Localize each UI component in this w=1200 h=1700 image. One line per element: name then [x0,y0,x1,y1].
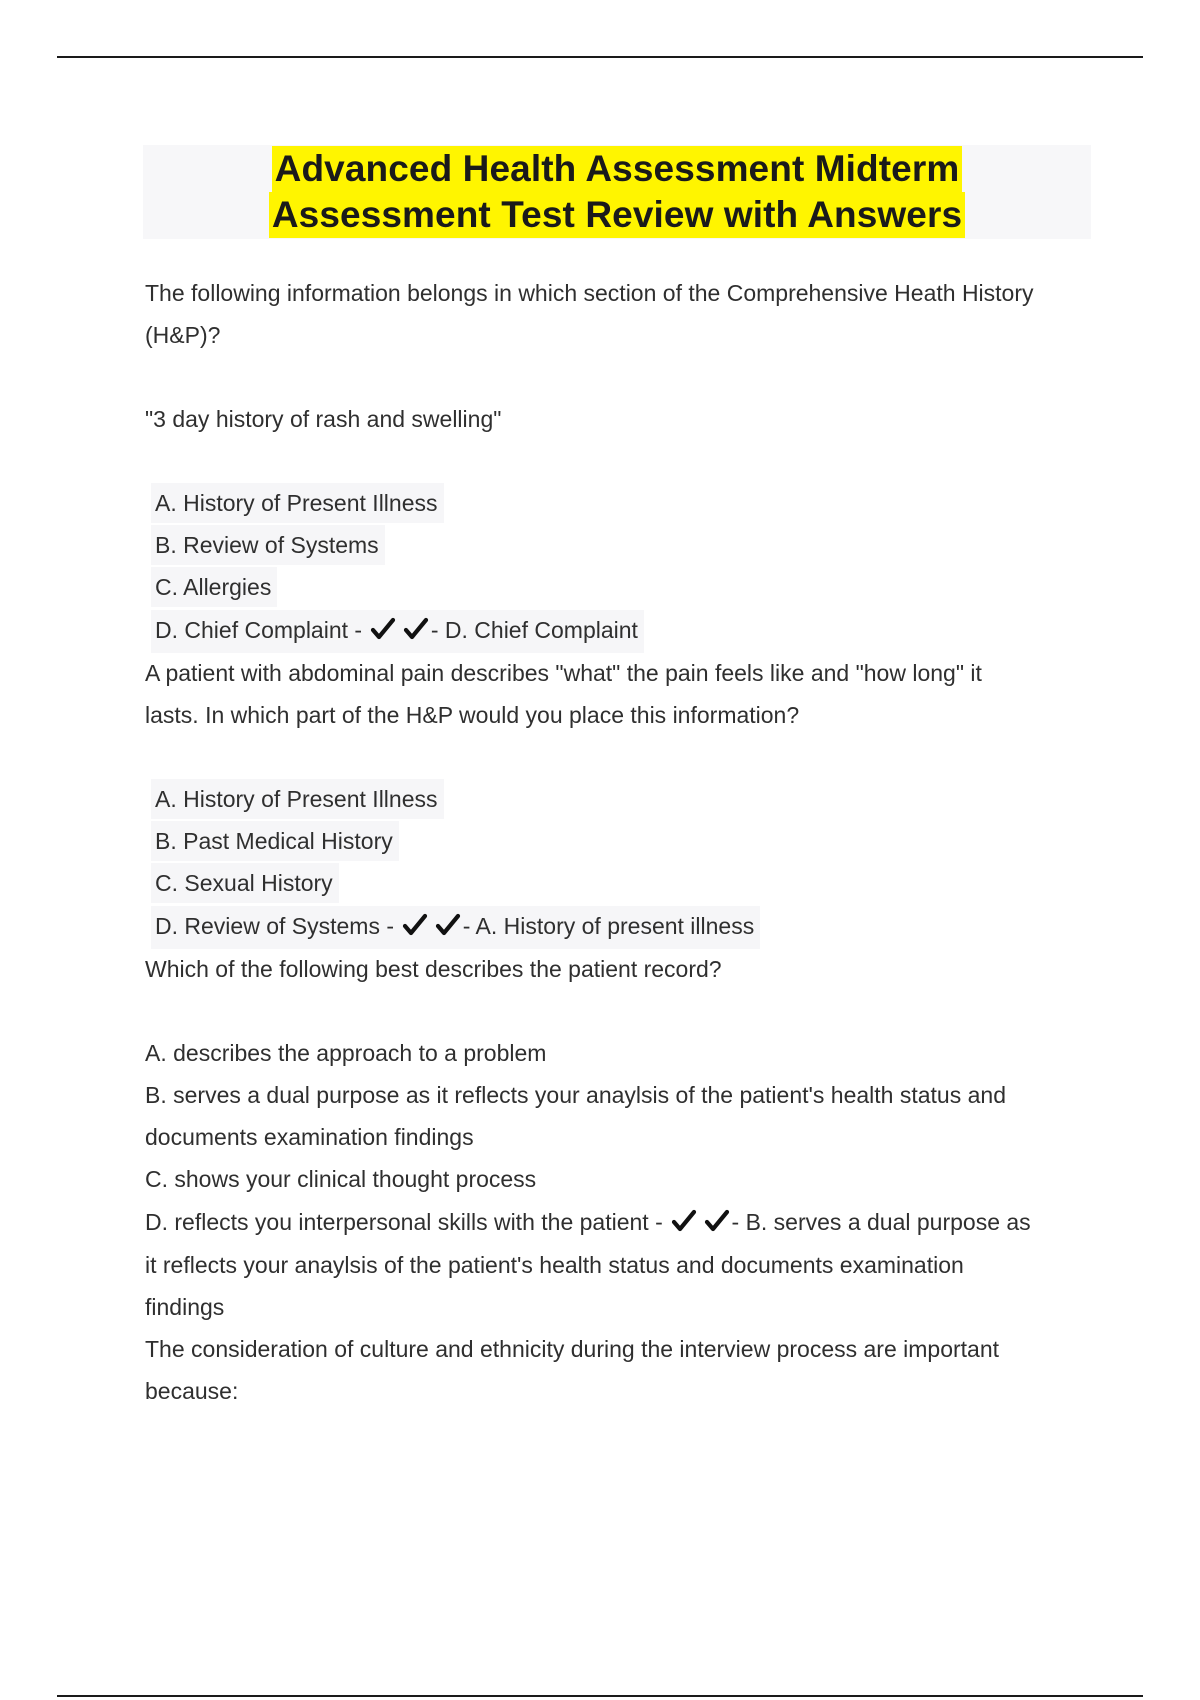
q1-stem-line-1: The following information belongs in which section of the Comprehensive Heath History [145,280,1034,306]
q2-option-c [145,862,1085,904]
check-icon [403,617,429,641]
header-rule [57,56,1143,58]
q1-option-d [145,608,1085,652]
q3-stem: Which of the following best describes the patient record? [145,956,722,982]
q3-option-b-line-1: B. serves a dual purpose as it reflects your anaylsis of the patient's health status and [145,1082,1006,1108]
q3-answer-line-3: findings [145,1294,225,1320]
q1-answer-text: - D. Chief Complaint [430,617,638,643]
q3-option-c: C. shows your clinical thought process [145,1166,537,1192]
q3-option-b-line-2: documents examination findings [145,1124,474,1150]
q2-option-d [145,904,1085,948]
q1-option-c [145,566,1085,608]
q2-option-b [145,820,1085,862]
q4-stem-line-2: because: [145,1378,239,1404]
q1-option-b-text: B. Review of Systems [151,525,385,565]
q1-option-d-text: D. Chief Complaint - [155,617,363,643]
q1-answer-checks [370,615,428,651]
page-title-line-2: Assessment Test Review with Answers [269,192,965,238]
q2-stem-line-2: lasts. In which part of the H&P would you place this information? [145,702,800,728]
check-icon [402,913,428,937]
q2-option-c-text: C. Sexual History [151,863,339,903]
check-icon [671,1209,697,1233]
page-title-line-1: Advanced Health Assessment Midterm [272,146,963,192]
q2-answer-checks [402,911,460,947]
document-body [145,272,1085,1412]
check-icon [704,1209,730,1233]
q1-quote: "3 day history of rash and swelling" [145,406,502,432]
q3-answer-text-1: - B. serves a dual purpose as [731,1209,1031,1235]
q3-answer-line-2: it reflects your anaylsis of the patient's health status and documents examination [145,1252,964,1278]
q3-option-d-text: D. reflects you interpersonal skills with the patient - [145,1209,663,1235]
q2-stem-line-1: A patient with abdominal pain describes "what" the pain feels like and "how long" it [145,660,982,686]
q2-option-d-text: D. Review of Systems - [155,913,394,939]
q3-option-a: A. describes the approach to a problem [145,1040,547,1066]
q3-answer-checks [671,1203,729,1247]
q2-answer-text: - A. History of present illness [462,913,755,939]
q2-option-a-text: A. History of Present Illness [151,779,444,819]
check-icon [370,617,396,641]
q2-option-a [145,778,1085,820]
q2-option-b-text: B. Past Medical History [151,821,399,861]
q4-stem-line-1: The consideration of culture and ethnicity during the interview process are important [145,1336,1000,1362]
q1-option-a [145,482,1085,524]
footer-rule [57,1695,1143,1697]
q1-option-b [145,524,1085,566]
q3-option-d [145,1200,1085,1244]
q1-option-a-text: A. History of Present Illness [151,483,444,523]
check-icon [435,913,461,937]
q1-stem-line-2: (H&P)? [145,322,221,348]
q1-option-c-text: C. Allergies [151,567,277,607]
title-block [143,145,1091,239]
